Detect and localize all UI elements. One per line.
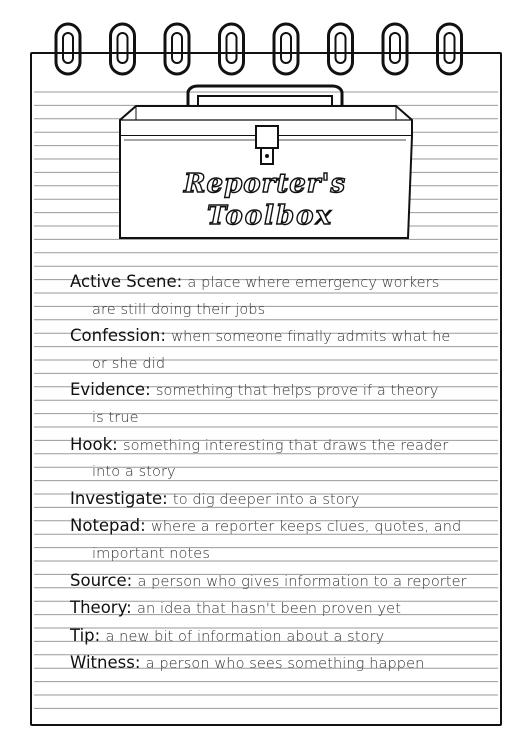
glossary-term: Notepad (70, 516, 141, 536)
glossary-term: Confession (70, 326, 161, 346)
toolbox-latch (256, 126, 278, 148)
spiral-ring (220, 24, 244, 74)
glossary-entry: Confession: when someone finally admits what he or she did (70, 323, 490, 377)
glossary-definition-continued: into a story (92, 464, 176, 481)
glossary-term: Active Scene (70, 272, 177, 291)
glossary-definition: something that helps prove if a theory (155, 383, 439, 400)
glossary-entry: Evidence: something that helps prove if a theory is true (70, 377, 490, 431)
glossary-term: Source (70, 570, 127, 590)
glossary-list (70, 269, 490, 678)
glossary-definition: to dig deeper into a story (172, 491, 360, 508)
toolbox-title-line1: Reporter's (183, 169, 347, 199)
spiral-ring (329, 24, 353, 74)
glossary-definition-continued: important notes (92, 545, 210, 562)
glossary-entry: Investigate: to dig deeper into a story (70, 488, 360, 508)
spiral-ring (165, 24, 189, 74)
glossary-term: Theory (70, 598, 127, 618)
glossary-entry: Tip: a new bit of information about a story (70, 625, 385, 645)
glossary-definition-continued: or she did (92, 355, 166, 372)
glossary-entry: Witness: a person who sees something happen (70, 653, 425, 673)
glossary-entry: Notepad: where a reporter keeps clues, quotes, and important notes (70, 513, 490, 567)
spiral-ring (438, 24, 462, 74)
glossary-entry: Active Scene: a place where emergency workers are still doing their jobs (70, 269, 490, 323)
glossary-entry: Hook: something interesting that draws the reader into a story (70, 432, 490, 486)
glossary-definition: an idea that hasn't been proven yet (136, 601, 401, 618)
glossary-definition: a person who sees something happen (145, 656, 425, 673)
toolbox-title-line2: Toolbox (207, 201, 333, 231)
glossary-term: Tip (70, 625, 95, 645)
glossary-definition: where a reporter keeps clues, quotes, and (150, 519, 462, 536)
glossary-term: Evidence (70, 380, 146, 400)
glossary-definition-continued: is true (92, 409, 139, 426)
glossary-definition-continued: are still doing their jobs (92, 301, 266, 318)
glossary-term: Investigate (70, 488, 163, 508)
glossary-definition: when someone finally admits what he (171, 329, 451, 346)
spiral-binding (0, 0, 520, 90)
spiral-ring (56, 24, 80, 74)
glossary-definition: something interesting that draws the reader (122, 437, 449, 454)
spiral-ring (383, 24, 407, 74)
glossary-definition: a person who gives information to a reporter (137, 573, 467, 590)
spiral-ring (111, 24, 135, 74)
toolbox-illustration (110, 78, 420, 248)
glossary-term: Hook (70, 434, 113, 454)
glossary-term: Witness (70, 653, 135, 673)
glossary-entry: Theory: an idea that hasn't been proven yet (70, 598, 401, 618)
glossary-definition: a place where emergency workers (187, 275, 440, 291)
spiral-ring (274, 24, 298, 74)
glossary-definition: a new bit of information about a story (105, 628, 385, 645)
glossary-entry: Source: a person who gives information to a reporter (70, 570, 467, 590)
